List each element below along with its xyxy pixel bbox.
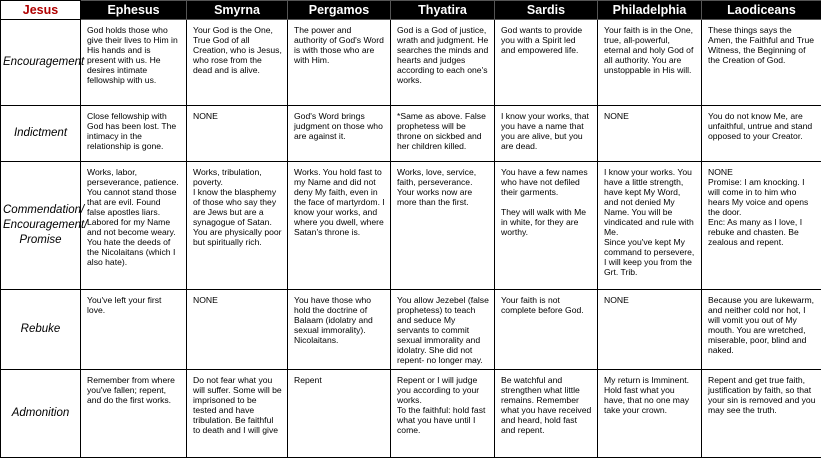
cell-rebuke-pergamos: You have those who hold the doctrine of Balaam (idolatry and sexual immorality). Nicolaitans. xyxy=(288,290,391,370)
header-row xyxy=(1,1,821,20)
cell-rebuke-sardis: Your faith is not complete before God. xyxy=(495,290,598,370)
row-commendation xyxy=(1,162,821,290)
cell-commendation-laodiceans: NONE Promise: I am knocking. I will come in to him who hears My voice and opens the door. Enc: As many as I love, I rebuke and chasten. Be zealous and repent. xyxy=(702,162,821,290)
cell-commendation-ephesus: Works, labor, perseverance, patience. You cannot stand those that are evil. Found false apostles liars. Labored for my Name and not become weary. You hate the deeds of the Nicolaitans (which I also hate). xyxy=(81,162,187,290)
cell-encouragement-thyatira: God is a God of justice, wrath and judgment. He searches the minds and hearts and judges according to each one's works. xyxy=(391,20,495,106)
cell-admonition-pergamos: Repent xyxy=(288,370,391,458)
cell-rebuke-smyrna: NONE xyxy=(187,290,288,370)
cell-admonition-laodiceans: Repent and get true faith, justification by faith, so that your sin is removed and you may see the truth. xyxy=(702,370,821,458)
cell-commendation-pergamos: Works. You hold fast to my Name and did not deny My faith, even in the face of martyrdom. I know your works, and where you dwell, where Satan's throne is. xyxy=(288,162,391,290)
row-label-encouragement: Encouragement xyxy=(1,20,81,106)
cell-encouragement-laodiceans: These things says the Amen, the Faithful and True Witness, the Beginning of the Creation of God. xyxy=(702,20,821,106)
cell-commendation-thyatira: Works, love, service, faith, perseverance. Your works now are more than the first. xyxy=(391,162,495,290)
column-header-philadelphia: Philadelphia xyxy=(598,1,702,20)
cell-encouragement-pergamos: The power and authority of God's Word is with those who are with Him. xyxy=(288,20,391,106)
cell-indictment-pergamos: God's Word brings judgment on those who are against it. xyxy=(288,106,391,162)
cell-admonition-thyatira: Repent or I will judge you according to your works. To the faithful: hold fast what you have until I come. xyxy=(391,370,495,458)
row-label-commendation: Commendation/ Encouragement/ Promise xyxy=(1,162,81,290)
cell-encouragement-philadelphia: Your faith is in the One, true, all-powerful, eternal and holy God of all authority. You are unstoppable in His will. xyxy=(598,20,702,106)
row-label-admonition: Admonition xyxy=(1,370,81,458)
cell-commendation-philadelphia: I know your works. You have a little strength, have kept My Word, and not denied My Name. You will be vindicated and rule with Me. Since you've kept My command to persevere, I will keep you from the Grt. Trib. xyxy=(598,162,702,290)
cell-encouragement-ephesus: God holds those who give their lives to Him in His hands and is present with us. He desires intimate fellowship with us. xyxy=(81,20,187,106)
cell-indictment-thyatira: *Same as above. False prophetess will be throne on sickbed and her children killed. xyxy=(391,106,495,162)
cell-admonition-smyrna: Do not fear what you will suffer. Some will be imprisoned to be tested and have tribulation. Be faithful to death and I will give xyxy=(187,370,288,458)
cell-admonition-sardis: Be watchful and strengthen what little remains. Remember what you have received and heard, hold fast and repent. xyxy=(495,370,598,458)
row-rebuke xyxy=(1,290,821,370)
row-label-rebuke: Rebuke xyxy=(1,290,81,370)
cell-commendation-sardis: You have a few names who have not defiled their garments. They will walk with Me in white, for they are worthy. xyxy=(495,162,598,290)
cell-admonition-philadelphia: My return is Imminent. Hold fast what you have, that no one may take your crown. xyxy=(598,370,702,458)
cell-encouragement-smyrna: Your God is the One, True God of all Creation, who is Jesus, who rose from the dead and is alive. xyxy=(187,20,288,106)
cell-indictment-smyrna: NONE xyxy=(187,106,288,162)
cell-indictment-philadelphia: NONE xyxy=(598,106,702,162)
cell-commendation-smyrna: Works, tribulation, poverty. I know the blasphemy of those who say they are Jews but are a synagogue of Satan. You are physically poor but spiritually rich. xyxy=(187,162,288,290)
cell-rebuke-laodiceans: Because you are lukewarm, and neither cold nor hot, I will vomit you out of My mouth. You are wretched, miserable, poor, blind and naked. xyxy=(702,290,821,370)
column-header-thyatira: Thyatira xyxy=(391,1,495,20)
cell-indictment-sardis: I know your works, that you have a name that you are alive, but you are dead. xyxy=(495,106,598,162)
cell-rebuke-thyatira: You allow Jezebel (false prophetess) to teach and seduce My servants to commit sexual immorality and idolatry. She did not repent- no longer may. xyxy=(391,290,495,370)
cell-rebuke-ephesus: You've left your first love. xyxy=(81,290,187,370)
column-header-ephesus: Ephesus xyxy=(81,1,187,20)
column-header-pergamos: Pergamos xyxy=(288,1,391,20)
row-label-indictment: Indictment xyxy=(1,106,81,162)
row-encouragement xyxy=(1,20,821,106)
cell-indictment-laodiceans: You do not know Me, are unfaithful, untrue and stand opposed to your Creator. xyxy=(702,106,821,162)
cell-rebuke-philadelphia: NONE xyxy=(598,290,702,370)
column-header-sardis: Sardis xyxy=(495,1,598,20)
corner-header-jesus: Jesus xyxy=(1,1,81,20)
row-admonition xyxy=(1,370,821,458)
column-header-smyrna: Smyrna xyxy=(187,1,288,20)
column-header-laodiceans: Laodiceans xyxy=(702,1,821,20)
row-indictment xyxy=(1,106,821,162)
cell-indictment-ephesus: Close fellowship with God has been lost. The intimacy in the relationship is gone. xyxy=(81,106,187,162)
cell-admonition-ephesus: Remember from where you've fallen; repent, and do the first works. xyxy=(81,370,187,458)
cell-encouragement-sardis: God wants to provide you with a Spirit led and empowered life. xyxy=(495,20,598,106)
